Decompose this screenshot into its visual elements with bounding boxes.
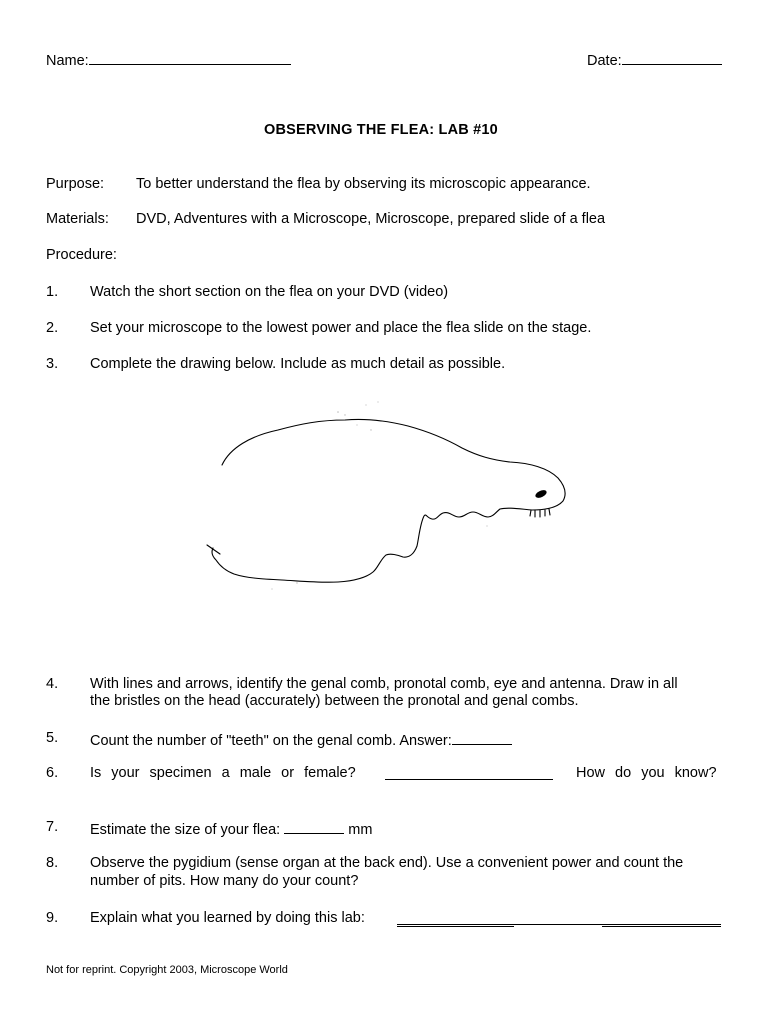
unit-label: mm (348, 822, 373, 838)
page-title: OBSERVING THE FLEA: LAB #10 (264, 122, 498, 138)
step-text: Watch the short section on the flea on your DVD (video) (90, 284, 449, 300)
step-text: Set your microscope to the lowest power and place the flea slide on the stage. (90, 320, 592, 336)
step-text: With lines and arrows, identify the genal comb, pronotal comb, eye and antenna. Draw in all (90, 676, 678, 692)
step-number: 3. (46, 356, 59, 372)
step-number: 6. (46, 765, 59, 781)
step-text-label: Count the number of "teeth" on the genal comb. Answer: (90, 733, 452, 749)
procedure-label: Procedure: (46, 247, 117, 263)
materials-text: DVD, Adventures with a Microscope, Microscope, prepared slide of a flea (136, 211, 606, 227)
step-text: Explain what you learned by doing this lab: (90, 910, 365, 926)
copyright-footer: Not for reprint. Copyright 2003, Microscope World (46, 964, 288, 976)
step-number: 7. (46, 819, 59, 835)
step-number: 5. (46, 730, 59, 746)
step-text-continued: How do you know? (576, 765, 717, 781)
step-text (90, 819, 372, 838)
purpose-label: Purpose: (46, 176, 105, 192)
step-text-continued: number of pits. How many do your count? (90, 873, 359, 889)
answer-line-second-rule (397, 926, 514, 927)
materials-label: Materials: (46, 211, 109, 227)
step-text-continued: the bristles on the head (accurately) between the pronotal and genal combs. (90, 693, 579, 709)
answer-line[interactable] (284, 819, 344, 834)
step-number: 4. (46, 676, 59, 692)
answer-line[interactable] (385, 765, 553, 780)
step-text-label: Estimate the size of your flea: (90, 822, 281, 838)
step-text: Complete the drawing below. Include as much detail as possible. (90, 356, 506, 372)
step-number: 1. (46, 284, 59, 300)
purpose-text: To better understand the flea by observing its microscopic appearance. (136, 176, 591, 192)
step-number: 8. (46, 855, 59, 871)
step-text (90, 730, 512, 749)
step-text: Observe the pygidium (sense organ at the back end). Use a convenient power and count the (90, 855, 684, 871)
step-number: 2. (46, 320, 59, 336)
flea-body-outline (212, 419, 565, 582)
flea-leg-stroke (207, 545, 220, 554)
step-number: 9. (46, 910, 59, 926)
date-label: Date: (587, 53, 622, 69)
flea-eye (534, 489, 548, 500)
answer-line[interactable] (452, 730, 512, 745)
answer-line-second-rule (602, 926, 721, 927)
answer-line[interactable] (397, 910, 721, 925)
step-text: Is your specimen a male or female? (90, 765, 356, 781)
name-label: Name: (46, 53, 89, 69)
